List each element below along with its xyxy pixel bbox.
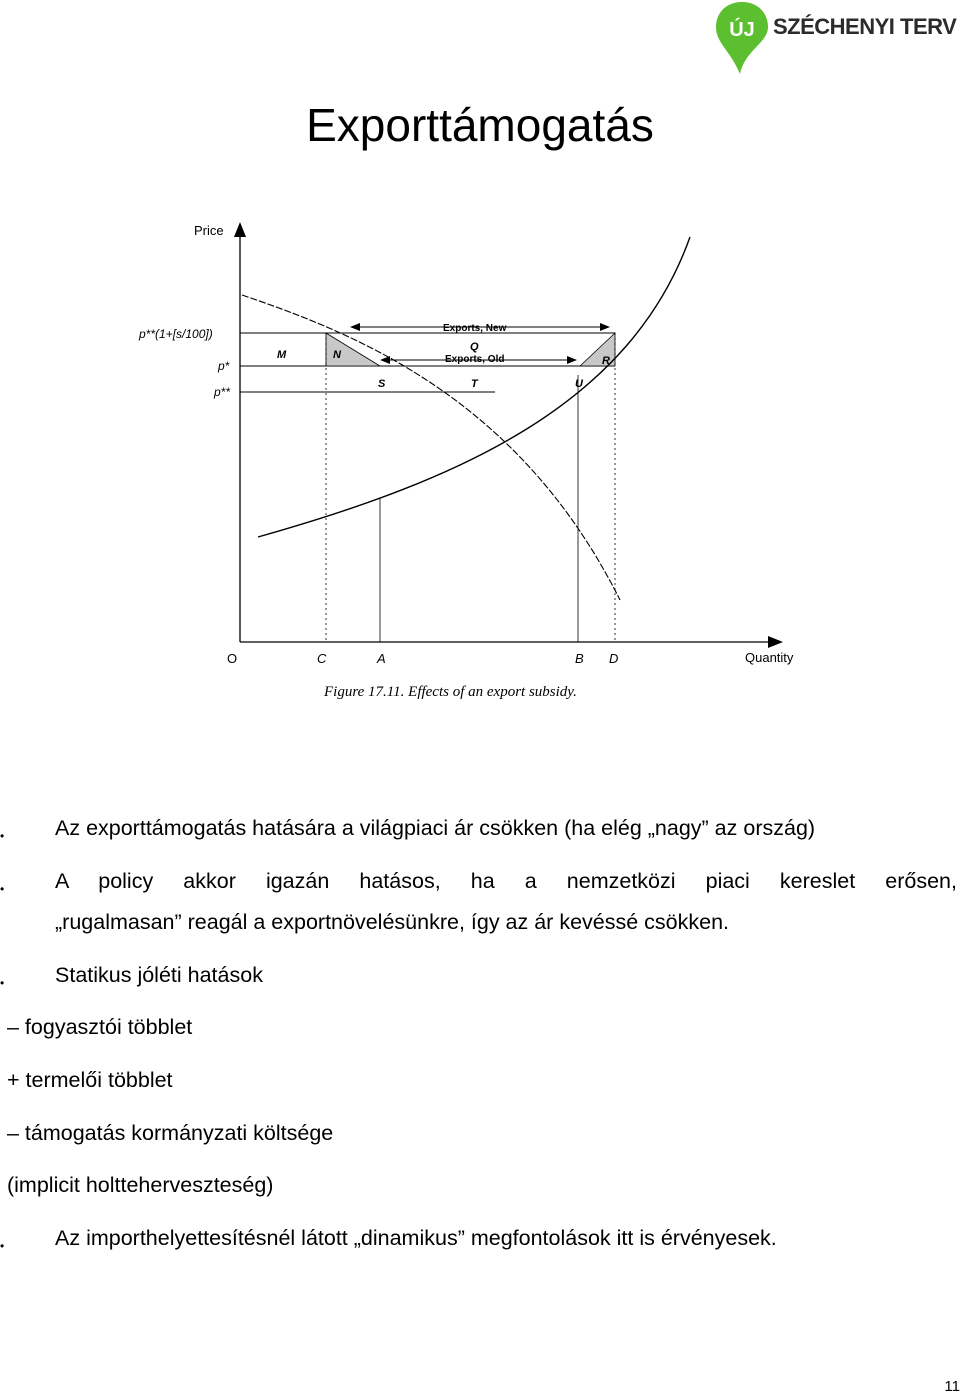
region-label-t: T bbox=[471, 378, 478, 390]
exports-new-right-arrow-icon bbox=[600, 323, 610, 331]
y-axis-arrow-icon bbox=[234, 222, 246, 237]
price-label-p-double-star: p** bbox=[214, 385, 231, 399]
price-label-subsidy: p**(1+[s/100]) bbox=[139, 327, 213, 341]
logo-text: SZÉCHENYI TERV bbox=[773, 14, 957, 39]
quantity-label-d: D bbox=[609, 651, 619, 666]
welfare-government-cost: – támogatás kormányzati költsége bbox=[7, 1121, 334, 1145]
exports-old-left-arrow-icon bbox=[380, 356, 390, 364]
region-label-s: S bbox=[378, 378, 386, 390]
quantity-label-a: A bbox=[377, 651, 386, 666]
quantity-label-o: O bbox=[227, 651, 238, 666]
export-subsidy-figure bbox=[130, 215, 820, 675]
region-label-m: M bbox=[277, 349, 287, 361]
welfare-producer-surplus: + termelői többlet bbox=[7, 1068, 173, 1092]
logo-badge-text: ÚJ bbox=[729, 19, 755, 41]
bullet-text-1: Az exporttámogatás hatására a világpiaci ár csökken (ha elég „nagy” az ország) bbox=[55, 816, 816, 840]
page-title: Exporttámogatás bbox=[306, 99, 654, 151]
price-label-p-star: p* bbox=[218, 359, 230, 373]
bullet-text-2: A policy akkor igazán hatásos, ha a nemzetközi piaci kereslet erősen, bbox=[55, 869, 957, 893]
logo-badge-icon bbox=[712, 0, 774, 78]
region-label-r: R bbox=[602, 355, 610, 367]
region-label-u: U bbox=[575, 378, 583, 390]
bullet-text-4: Az importhelyettesítésnél látott „dinamikus” megfontolások itt is érvényesek. bbox=[55, 1226, 777, 1250]
bullet-dot: • bbox=[0, 976, 5, 990]
page-number: 11 bbox=[944, 1378, 960, 1395]
welfare-deadweight-loss: (implicit holtteherveszteség) bbox=[7, 1173, 274, 1197]
y-axis-label: Price bbox=[194, 223, 224, 238]
bullet-text-3: Statikus jóléti hatások bbox=[55, 963, 263, 987]
x-axis-arrow-icon bbox=[768, 636, 783, 648]
bullet-text-2-continued: „rugalmasan” reagál a exportnövelésünkre, így az ár kevéssé csökken. bbox=[55, 910, 730, 934]
exports-old-label: Exports, Old bbox=[445, 354, 505, 365]
exports-new-label: Exports, New bbox=[443, 323, 507, 334]
quantity-label-b: B bbox=[575, 651, 584, 666]
welfare-consumer-surplus: – fogyasztói többlet bbox=[7, 1015, 193, 1039]
quantity-label-c: C bbox=[317, 651, 327, 666]
region-label-n: N bbox=[333, 349, 341, 361]
exports-new-left-arrow-icon bbox=[350, 323, 360, 331]
bullet-dot: • bbox=[0, 1239, 5, 1253]
x-axis-label: Quantity bbox=[745, 650, 794, 665]
region-label-q: Q bbox=[470, 341, 479, 353]
exports-old-right-arrow-icon bbox=[567, 356, 577, 364]
figure-caption: Figure 17.11. Effects of an export subsidy. bbox=[324, 684, 577, 700]
bullet-dot: • bbox=[0, 829, 5, 843]
bullet-dot: • bbox=[0, 882, 5, 896]
demand-curve bbox=[242, 295, 620, 600]
